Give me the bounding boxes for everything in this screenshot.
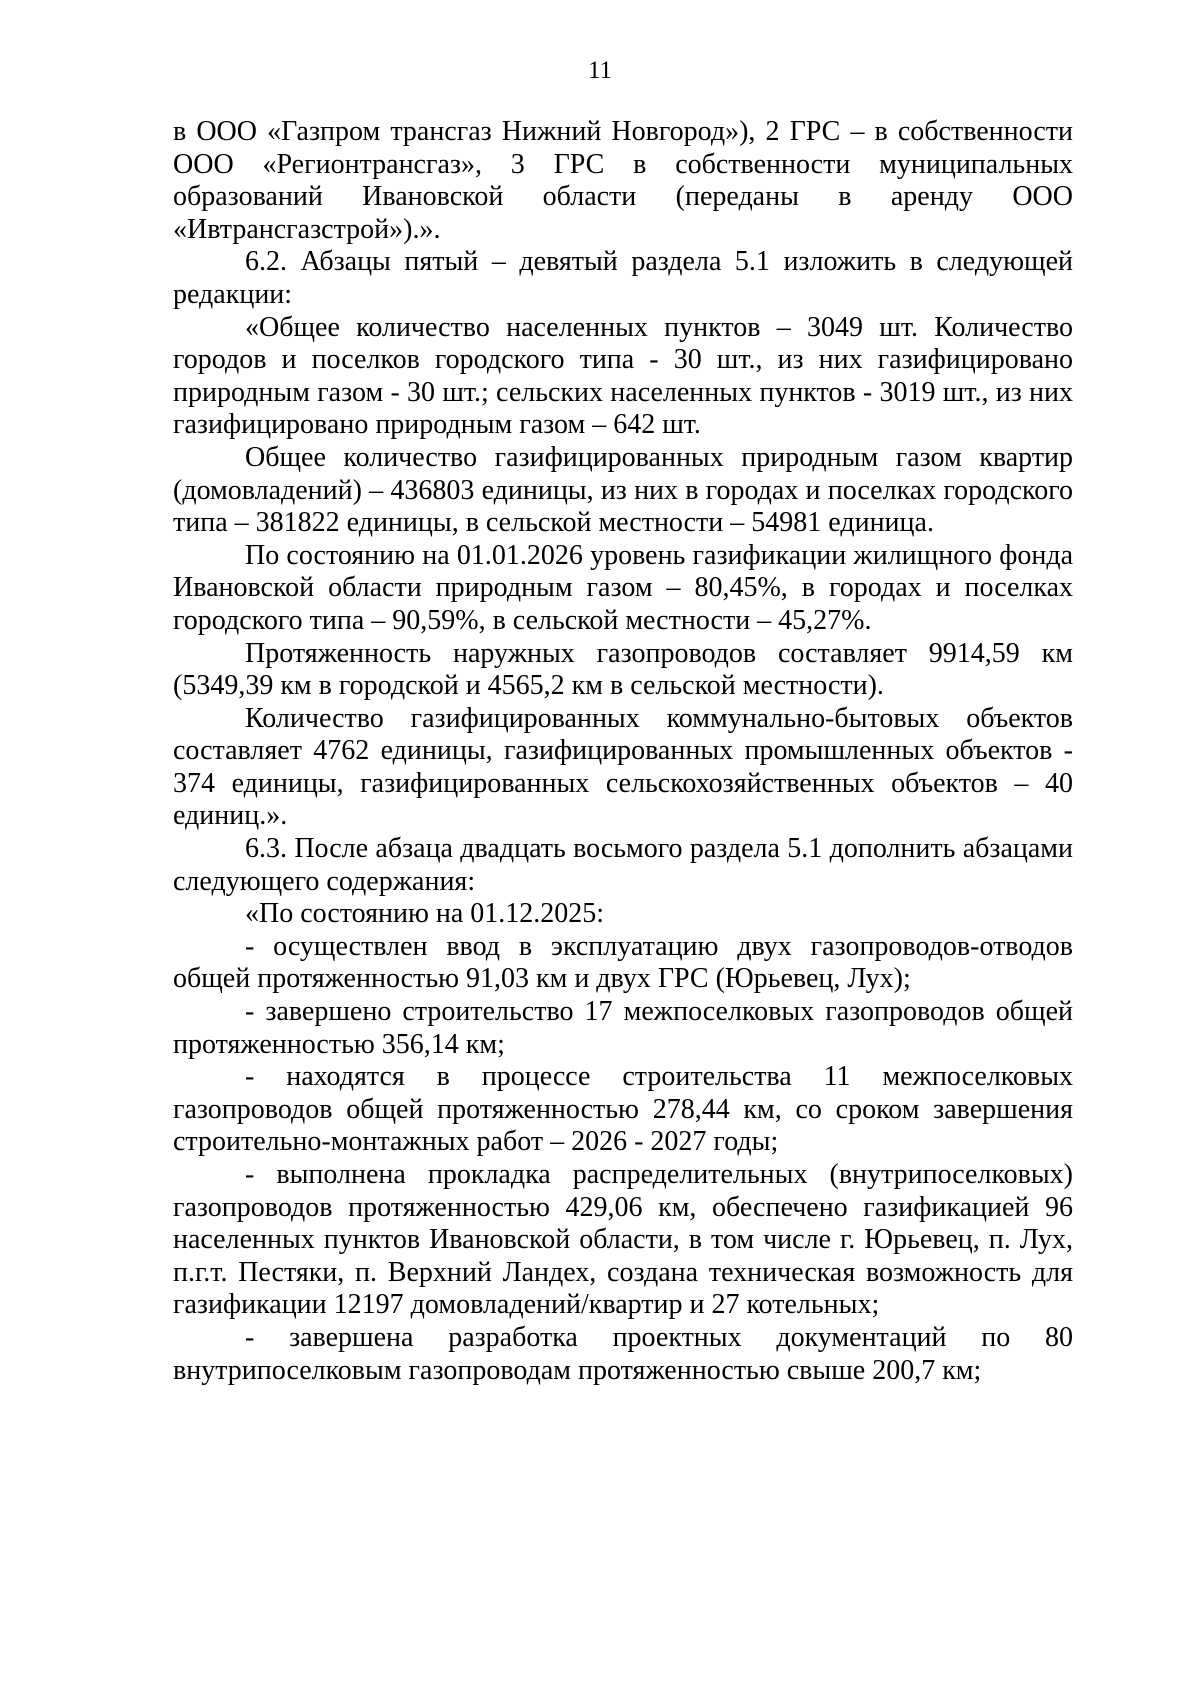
document-body bbox=[173, 116, 1073, 1387]
paragraph-item-6-2: 6.2. Абзацы пятый – девятый раздела 5.1 изложить в следующей редакции: bbox=[173, 246, 1073, 310]
paragraph-status-date: «По состоянию на 01.12.2025: bbox=[245, 898, 605, 930]
page-number: 11 bbox=[587, 57, 613, 84]
paragraph-apartments-count: Общее количество газифицированных природным газом квартир (домовладений) – 436803 единицы, из них в городах и поселках городского типа – 381822 единицы, в сельской местности – 54981 единица. bbox=[173, 441, 1073, 539]
paragraph-item-6-3: 6.3. После абзаца двадцать восьмого раздела 5.1 дополнить абзацами следующего содержания: bbox=[173, 833, 1073, 897]
list-item-commissioning: - осуществлен ввод в эксплуатацию двух газопроводов-отводов общей протяженностью 91,03 км и двух ГРС (Юрьевец, Лух); bbox=[173, 930, 1073, 995]
paragraph-settlements-count: «Общее количество населенных пунктов – 3049 шт. Количество городов и поселков городского типа - 30 шт., из них газифицировано природным газом - 30 шт.; сельских населенных пунктов - 3019 шт., из них газифицировано природным газом – 642 шт. bbox=[173, 311, 1073, 441]
paragraph-continuation: в ООО «Газпром трансгаз Нижний Новгород»), 2 ГРС – в собственности ООО «Регионтрансгаз», 3 ГРС в собственности муниципальных образований Ивановской области (переданы в аренду ООО «Ивтрансгазстрой»).». bbox=[173, 116, 1073, 245]
paragraph-gasification-level: По состоянию на 01.01.2026 уровень газификации жилищного фонда Ивановской области природным газом – 80,45%, в городах и поселках городского типа – 90,59%, в сельской местности – 45,27%. bbox=[173, 539, 1073, 636]
paragraph-pipeline-length: Протяженность наружных газопроводов составляет 9914,59 км (5349,39 км в городской и 4565,2 км в сельской местности). bbox=[173, 637, 1073, 702]
list-item-distribution-pipelines: - выполнена прокладка распределительных (внутрипоселковых) газопроводов протяженностью 429,06 км, обеспечено газификацией 96 населенных пунктов Ивановской области, в том числе г. Юрьевец, п. Лух, п.г.т. Пестяки, п. Верхний Ландех, создана техническая возможность для газификации 12197 домовладений/квартир и 27 котельных; bbox=[173, 1159, 1073, 1321]
list-item-design-documentation: - завершена разработка проектных документаций по 80 внутрипоселковым газопроводам протяженностью свыше 200,7 км; bbox=[173, 1321, 1073, 1386]
paragraph-objects-count: Количество газифицированных коммунально-бытовых объектов составляет 4762 единицы, газифицированных промышленных объектов - 374 единицы, газифицированных сельскохозяйственных объектов – 40 единиц.». bbox=[173, 702, 1073, 832]
list-item-completed-construction: - завершено строительство 17 межпоселковых газопроводов общей протяженностью 356,14 км; bbox=[173, 996, 1073, 1060]
list-item-under-construction: - находятся в процессе строительства 11 межпоселковых газопроводов общей протяженностью 278,44 км, со сроком завершения строительно-монтажных работ – 2026 - 2027 годы; bbox=[173, 1061, 1073, 1158]
